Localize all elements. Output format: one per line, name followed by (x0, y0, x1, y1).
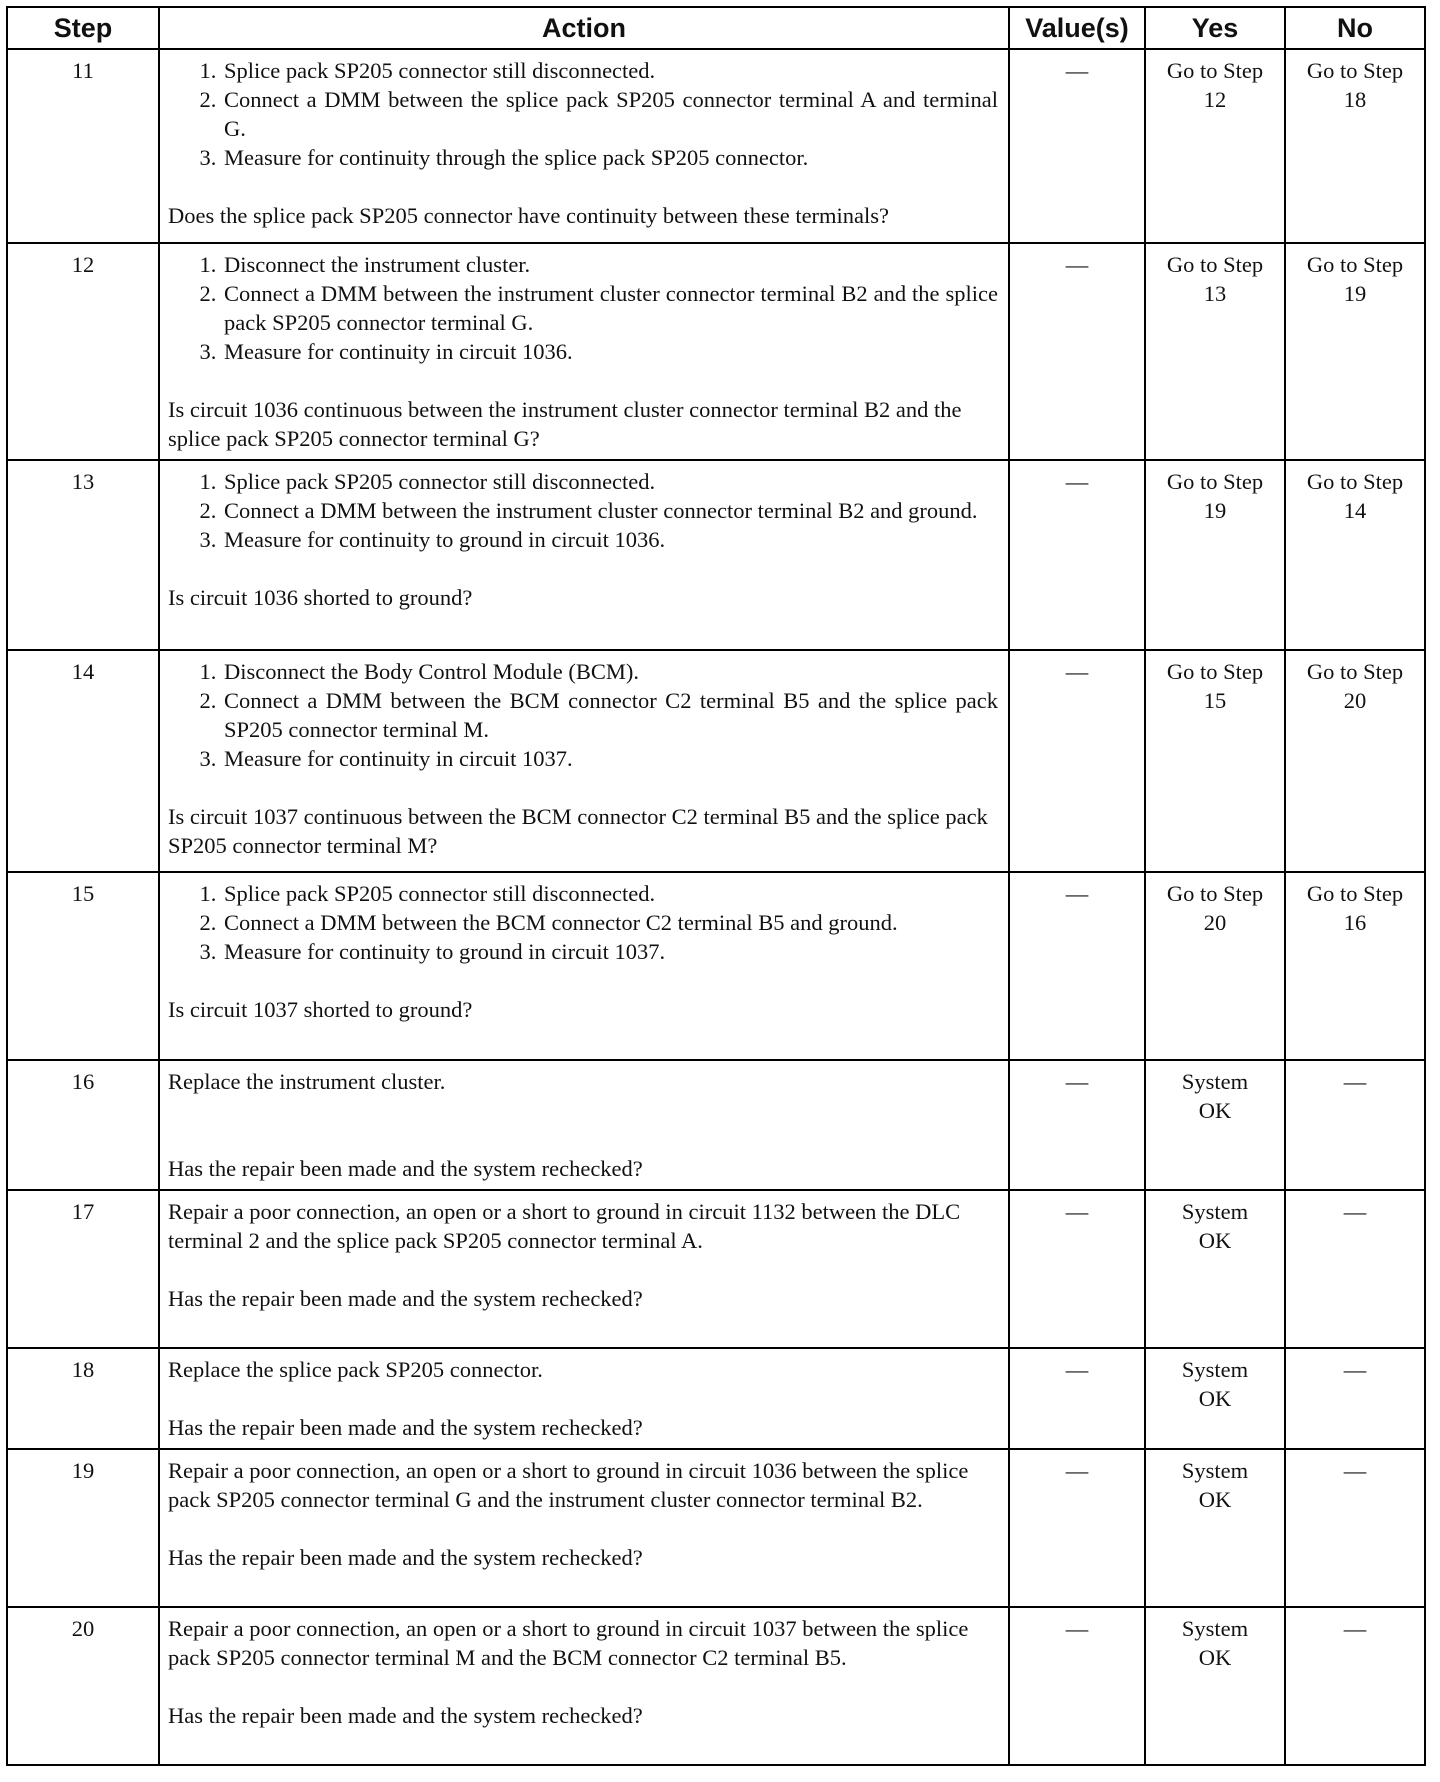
instruction: Repair a poor connection, an open or a short to ground in circuit 1037 between the splice pack SP205 connector terminal M and the BCM connector C2 terminal B5. (168, 1616, 969, 1670)
step-number: 14 (7, 650, 159, 872)
header-action: Action (159, 7, 1009, 49)
yes-target: 19 (1203, 498, 1227, 523)
substep-list (168, 250, 998, 366)
header-row (7, 7, 1425, 49)
step-number: 16 (7, 1060, 159, 1190)
value-cell: — (1009, 243, 1145, 460)
question: Is circuit 1037 shorted to ground? (168, 997, 473, 1022)
question: Is circuit 1036 shorted to ground? (168, 585, 473, 610)
yes-target: OK (1198, 1645, 1232, 1670)
substep: 1. Disconnect the Body Control Module (BCM). (222, 657, 998, 686)
diagnostic-page (6, 6, 1424, 1766)
step-number: 15 (7, 872, 159, 1060)
no-label: Go to Step (1306, 469, 1404, 494)
question: Is circuit 1037 continuous between the BCM connector C2 terminal B5 and the splice pack SP205 connector terminal M? (168, 804, 988, 858)
substep: 2. Connect a DMM between the instrument cluster connector terminal B2 and the splice pack SP205 connector terminal G. (222, 279, 998, 337)
no-label: Go to Step (1306, 58, 1404, 83)
table-row (7, 1449, 1425, 1607)
step-number: 13 (7, 460, 159, 650)
yes-target: OK (1198, 1386, 1232, 1411)
yes-label: Go to Step (1166, 881, 1264, 906)
question: Does the splice pack SP205 connector have continuity between these terminals? (168, 203, 890, 228)
yes-target: 20 (1203, 910, 1227, 935)
question: Has the repair been made and the system rechecked? (168, 1156, 643, 1181)
instruction: Repair a poor connection, an open or a short to ground in circuit 1036 between the splice pack SP205 connector terminal G and the instrument cluster connector terminal B2. (168, 1458, 969, 1512)
table-row (7, 49, 1425, 243)
yes-label: Go to Step (1166, 469, 1264, 494)
yes-label: System (1181, 1458, 1249, 1483)
header-yes: Yes (1145, 7, 1285, 49)
no-cell: — (1285, 1190, 1425, 1348)
diagnostic-table (6, 6, 1426, 1766)
substep: 2. Connect a DMM between the BCM connector C2 terminal B5 and ground. (222, 908, 998, 937)
substep: 2. Connect a DMM between the instrument cluster connector terminal B2 and ground. (222, 496, 998, 525)
yes-cell (1145, 1607, 1285, 1765)
yes-target: 13 (1203, 281, 1227, 306)
table-row (7, 460, 1425, 650)
yes-cell (1145, 243, 1285, 460)
yes-target: OK (1198, 1228, 1232, 1253)
yes-label: System (1181, 1357, 1249, 1382)
action-cell (159, 460, 1009, 650)
substep-list (168, 467, 998, 554)
table-row (7, 1607, 1425, 1765)
substep: 1. Splice pack SP205 connector still disconnected. (222, 56, 998, 85)
yes-target: 15 (1203, 688, 1227, 713)
substep: 3. Measure for continuity to ground in circuit 1036. (222, 525, 998, 554)
value-cell: — (1009, 872, 1145, 1060)
value-cell: — (1009, 1348, 1145, 1449)
question: Has the repair been made and the system rechecked? (168, 1545, 643, 1570)
no-cell (1285, 243, 1425, 460)
yes-cell (1145, 1190, 1285, 1348)
action-cell (159, 1449, 1009, 1607)
substep-list (168, 879, 998, 966)
value-cell: — (1009, 49, 1145, 243)
no-cell: — (1285, 1348, 1425, 1449)
no-target: 14 (1343, 498, 1367, 523)
substep: 1. Splice pack SP205 connector still disconnected. (222, 467, 998, 496)
action-cell (159, 650, 1009, 872)
value-cell: — (1009, 460, 1145, 650)
step-number: 12 (7, 243, 159, 460)
no-cell (1285, 650, 1425, 872)
action-cell (159, 872, 1009, 1060)
question: Has the repair been made and the system rechecked? (168, 1703, 643, 1728)
yes-label: System (1181, 1199, 1249, 1224)
header-values: Value(s) (1009, 7, 1145, 49)
value-cell: — (1009, 1449, 1145, 1607)
question: Is circuit 1036 continuous between the instrument cluster connector terminal B2 and the splice pack SP205 connector terminal G? (168, 397, 962, 451)
table-row (7, 872, 1425, 1060)
instruction: Repair a poor connection, an open or a short to ground in circuit 1132 between the DLC terminal 2 and the splice pack SP205 connector terminal A. (168, 1199, 961, 1253)
no-cell (1285, 460, 1425, 650)
value-cell: — (1009, 1060, 1145, 1190)
step-number: 19 (7, 1449, 159, 1607)
action-cell (159, 243, 1009, 460)
yes-cell (1145, 1348, 1285, 1449)
value-cell: — (1009, 1607, 1145, 1765)
substep: 3. Measure for continuity through the splice pack SP205 connector. (222, 143, 998, 172)
yes-label: Go to Step (1166, 659, 1264, 684)
header-no: No (1285, 7, 1425, 49)
yes-target: 12 (1203, 87, 1227, 112)
table-row (7, 243, 1425, 460)
question: Has the repair been made and the system rechecked? (168, 1286, 643, 1311)
substep-list (168, 56, 998, 172)
yes-cell (1145, 650, 1285, 872)
table-row (7, 1060, 1425, 1190)
instruction: Replace the splice pack SP205 connector. (168, 1357, 543, 1382)
no-cell: — (1285, 1607, 1425, 1765)
no-target: 16 (1343, 910, 1367, 935)
no-label: Go to Step (1306, 659, 1404, 684)
substep: 3. Measure for continuity in circuit 1037. (222, 744, 998, 773)
yes-label: Go to Step (1166, 252, 1264, 277)
yes-cell (1145, 49, 1285, 243)
table-row (7, 650, 1425, 872)
yes-label: System (1181, 1616, 1249, 1641)
value-cell: — (1009, 650, 1145, 872)
yes-cell (1145, 872, 1285, 1060)
action-cell (159, 49, 1009, 243)
substep: 3. Measure for continuity in circuit 1036. (222, 337, 998, 366)
step-number: 20 (7, 1607, 159, 1765)
substep: 2. Connect a DMM between the BCM connector C2 terminal B5 and the splice pack SP205 connector terminal M. (222, 686, 998, 744)
yes-label: System (1181, 1069, 1249, 1094)
step-number: 17 (7, 1190, 159, 1348)
no-cell (1285, 872, 1425, 1060)
table-row (7, 1348, 1425, 1449)
no-cell (1285, 49, 1425, 243)
no-label: Go to Step (1306, 252, 1404, 277)
action-cell (159, 1348, 1009, 1449)
no-label: Go to Step (1306, 881, 1404, 906)
no-cell: — (1285, 1060, 1425, 1190)
yes-cell (1145, 460, 1285, 650)
action-cell (159, 1190, 1009, 1348)
step-number: 18 (7, 1348, 159, 1449)
substep: 2. Connect a DMM between the splice pack SP205 connector terminal A and terminal G. (222, 85, 998, 143)
yes-label: Go to Step (1166, 58, 1264, 83)
value-cell: — (1009, 1190, 1145, 1348)
table-row (7, 1190, 1425, 1348)
yes-target: OK (1198, 1098, 1232, 1123)
substep: 3. Measure for continuity to ground in circuit 1037. (222, 937, 998, 966)
no-target: 19 (1343, 281, 1367, 306)
action-cell (159, 1060, 1009, 1190)
step-number: 11 (7, 49, 159, 243)
yes-target: OK (1198, 1487, 1232, 1512)
yes-cell (1145, 1060, 1285, 1190)
action-cell (159, 1607, 1009, 1765)
yes-cell (1145, 1449, 1285, 1607)
substep: 1. Splice pack SP205 connector still disconnected. (222, 879, 998, 908)
no-cell: — (1285, 1449, 1425, 1607)
instruction: Replace the instrument cluster. (168, 1069, 446, 1094)
no-target: 20 (1343, 688, 1367, 713)
substep-list (168, 657, 998, 773)
no-target: 18 (1343, 87, 1367, 112)
question: Has the repair been made and the system rechecked? (168, 1415, 643, 1440)
header-step: Step (7, 7, 159, 49)
substep: 1. Disconnect the instrument cluster. (222, 250, 998, 279)
